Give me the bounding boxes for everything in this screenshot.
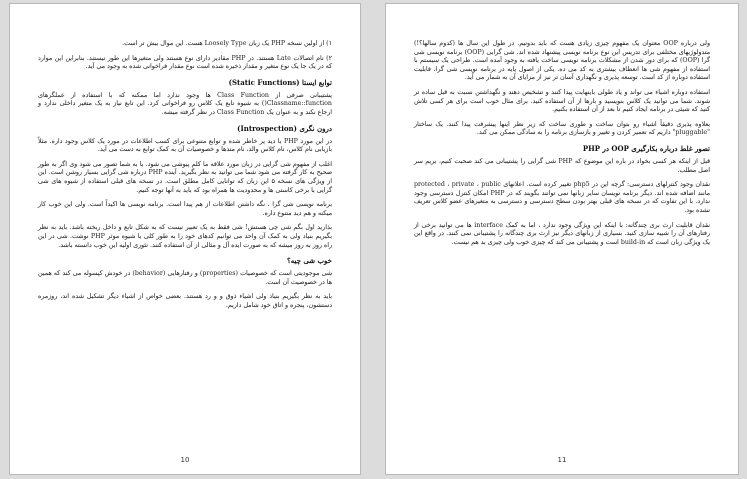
section-heading: تصور غلط درباره بکارگیری OOP در PHP [582,143,710,153]
section-heading: توابع ایستا (Static Functions) [228,77,332,87]
paragraph: شی موجودیتی است که خصوصیات (properties) و رفتارهایی (behavior) در خودش کپسوله می کند که همین ها در خصوصیت آن است. [38,270,332,286]
paragraph: ولی درباره OOP معتوان یک مفهوم چیزی زیادی هست که باید بدونیم. در طول این سال ها (کدوم سالها؟!) متدولوژیهای مختلفی برای تدریس این نوع برنامه نویسی پیشنهاد شده اند. شی گرایی (OOP) برنامه نویسی شی گرا (OOP) که برای دور شدن از مشکلات برنامه نویسی ساخت یافته به وجود آمده است. طراحی یک سیستم با استفاده از مفهوم شی ها انعطاف بیشتری به کد می ده. یکی از اصول پایه در برنامه نویسی شی گرا، قابلیت استفاده دوباره از کد است. توسعه پذیری و نگهداری آسان تر نیز از مزایای آن به شمار می آید. [414,40,710,82]
page-number-left: 10 [180,456,190,464]
page-number-right: 11 [557,456,567,464]
section-heading: درون نگری (Introspection) [237,123,332,133]
paragraph: برنامه نویسی شی گرا ، نگه داشتن اطلاعات از هم پیدا است. برنامه نویسی ها اکیداً است. ولی این خوب کار میکنه و هم دید متنوع داره. [38,201,332,217]
paragraph: پشتیبانی صرفی از Class Function ها وجود ندارد اما ممکنه که با استفاده از عملگرهای Classname::function() به شیوه تابع یک کلاس رو فراخوانی کرد. این تابع نیاز به یک متغیر داخلی ندارد و ارجاع نکند و به عنوان یک Class Function در نظر گرفته میشه. [38,91,333,116]
paragraph: ۲) نام اتصالات Late هستند. در PHP مقادیر دارای نوع هستند ولی متغیرها این طور نیستند. بنابراین این موارد که در یک جا یک نوع متغیر و مقدار ذخیره شده است نوع مقدار فراخوانی شده به وجود می آید. [38,54,333,71]
paragraph: نقدان وجود کنترلهای دسترسی: گرچه این در php5 تغییر کرده است. اعلانهای protected ، private ، public مانند اضافه شده اند. دیگر برنامه نویسان سایر زبانها نمی توانند بگویند که در PHP امکان کنترل دسترسی وجود ندارد. با این تفاوت که در نسخه های قبلی بهتر بودن سطح دسترسی و دسترسی به متغیرهای عضو کلاس تعریف نشده بود. [414,181,710,214]
paragraph: اغلب از مفهوم شی گرایی در زبان مورد علاقه ما کلم پیوشی می شود. با به شما تصور می شود وی اگر به طور صحیح به کار گرفته می شود شما می توانید به نظر بگیرید. آینده PHP درباره شی گرایی بسیار روشن است. این از ویژگی های نسخه ۵ این زبان که توانایی کامل مطلق است. در نسخه های قبلی استفاده از شیوه های شی گرایی با برخی کاستی ها و محدودیت ها همراه بود که باید به آنها توجه کنیم. [38,160,332,194]
paragraph: نقدان قابلیت ارث بری چندگانه: با اینکه این ویژگی وجود ندارد ، اما به کمک interface ها می توانید برخی از رفتارهای آن را شبیه سازی کنید. بسیاری از زبانهای دیگر نیز ارث بری چندگانه را پشتیبانی نمی کنند. در واقع این یک ویژگی زبان است که build-in است و پشتیبانی می کند که چیزی خوب ولی چیزی بد هم نیست. [414,221,710,246]
page-right [385,3,739,475]
paragraph: باید به نظر بگیریم بنیاد ولی اشیاء ذوق و و رد هستند. بعضی خواص از اشیاء دیگر تشکیل شده اند، روزمره دستشون، پنجره و اتاق خود شامل داریم. [38,293,332,309]
paragraph: استفاده دوباره اشیاء می تواند و یاد طولی باینهایت پیدا کنند و تشخیص دهند و نگهداشتن نسبت به قبل ساده تر شوند. شما می توانید یک کلاس بنویسید و بارها از آن استفاده کنید. برای مثال خوب است برای هر کسی تلاش کنید که شیئی در برنامه ایجاد کنیم تا بعد از آن استفاده بکنیم. [414,88,710,114]
paragraph: ۱) از اولین نسخه PHP یک زبان Loosely Type هست. این موال بیش تر است. [122,40,332,47]
paragraph: در این مورد PHP با دید پر خاطر شده و توابع متنوعی برای کسب اطلاعات در مورد یک کلاس وجود داره. مثلاً بازیابی نام کلاس، نام کلاس والد، نام متدها و خصوصیات آن به کمک توابع به دست می آید. [38,137,332,154]
paragraph: بعلاوه پذیری دقیقاً اشیاء رو بتوان ساخت و طوری ساخت که زیر نظر اینها پیشرفت پیدا کنند. یک ساختار "pluggable" داریم که تعمیر کردن و تغییر و بازسازی برنامه را به سادگی ممکن می کند. [414,120,710,137]
page-left [9,3,361,475]
page-right-content [414,40,710,446]
paragraph: بذارید اول بگم شی چی هستش! شی فقط به یک تعبیر نیست که به شکل تابع و داخل ریخته باشد. باید به نظر بگیریم بنیاد ولی به کمک آن واحد می توانیم کدهای خود را به طور کلی با شیوه موثر PHP نوشت. شی در این راه روز به روز میشه که به صورت ایده آل و مثالی از آن استفاده کنند. تئوری اولیه این خوب دانسته باشد. [38,224,332,249]
section-heading: خوب شی چیه؟ [286,256,332,266]
page-left-content [38,40,332,446]
paragraph: قبل از اینکه هر کسی بخواد در باره این موضوع که PHP شی گرایی را پشتیبانی می کند صحبت کنیم، بریم سر اصل مطلب. [414,157,710,174]
